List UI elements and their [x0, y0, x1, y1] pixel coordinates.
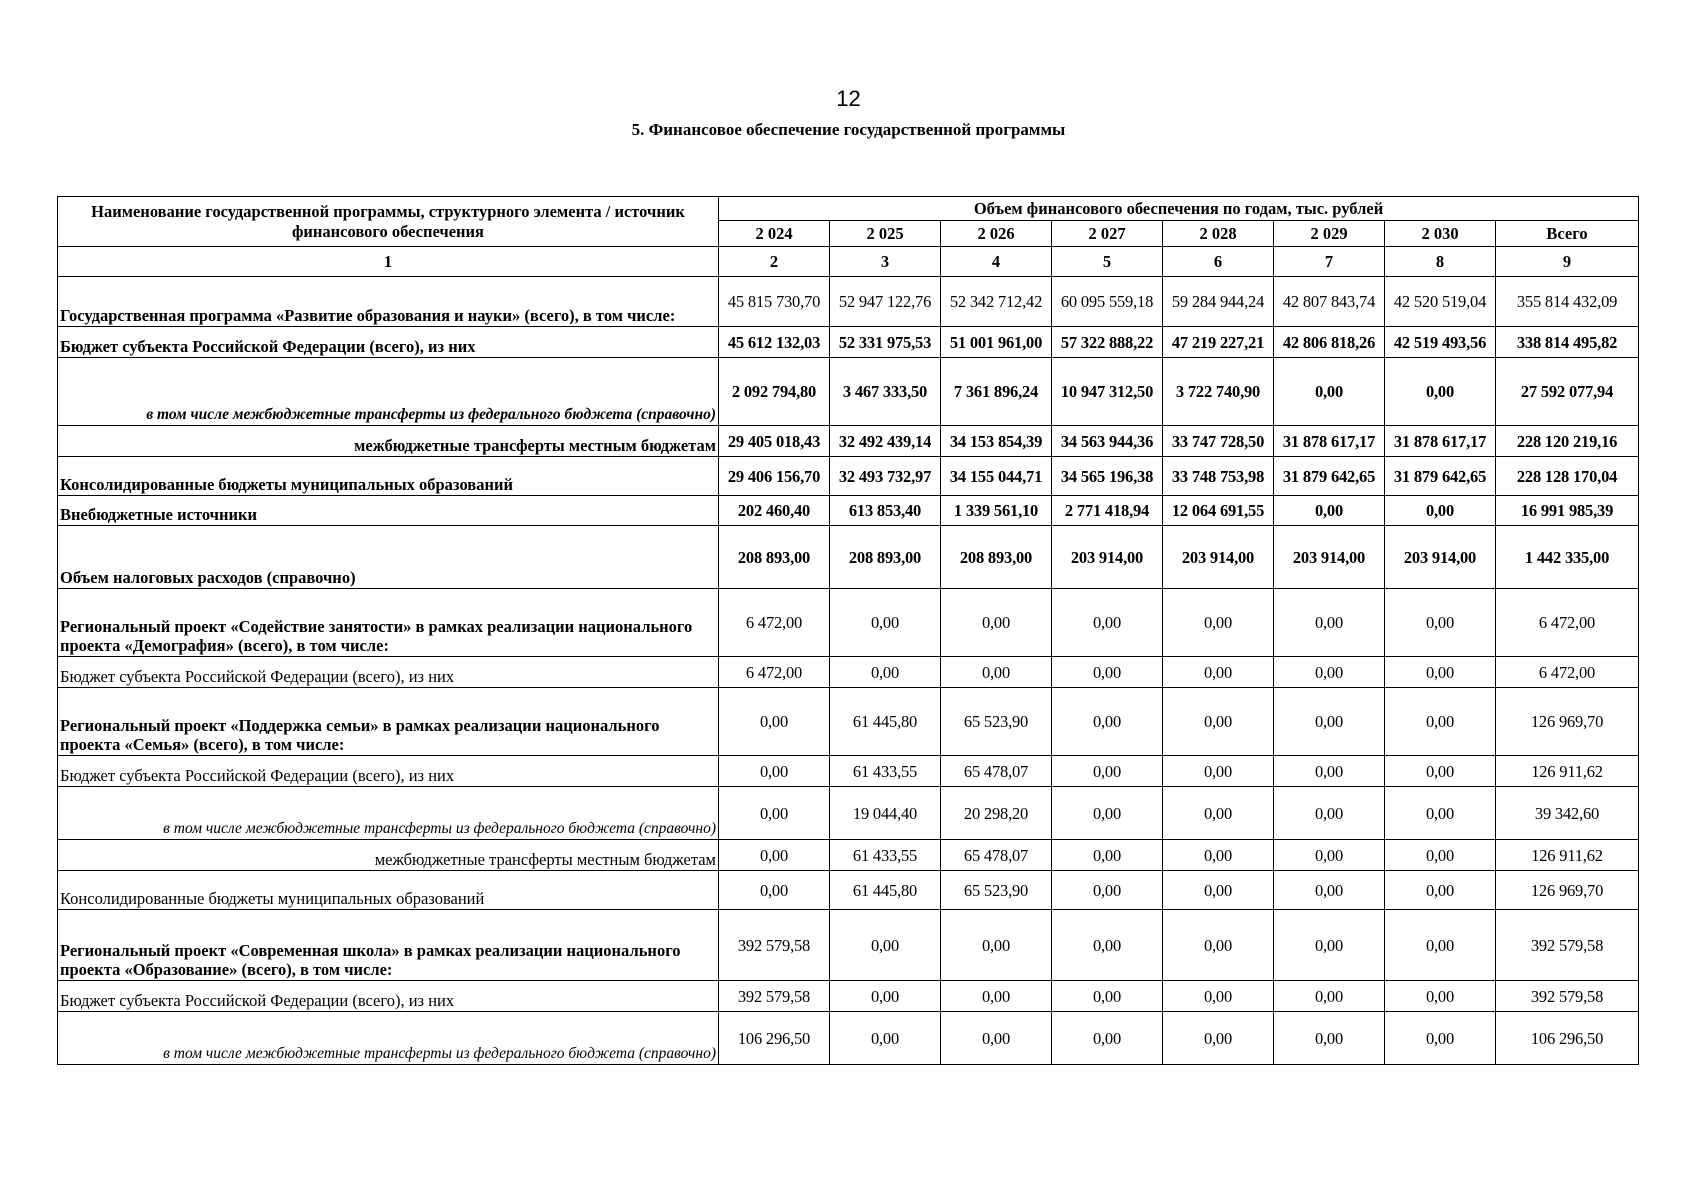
value-cell: 0,00	[1385, 910, 1496, 981]
table-row	[58, 756, 1639, 787]
table-row	[58, 688, 1639, 756]
section-title: 5. Финансовое обеспечение государственной программы	[631, 120, 1066, 139]
table-row	[58, 327, 1639, 358]
value-cell: 29 406 156,70	[719, 457, 830, 496]
row-label: в том числе межбюджетные трансферты из федерального бюджета (справочно)	[58, 1012, 719, 1065]
row-label: в том числе межбюджетные трансферты из федерального бюджета (справочно)	[58, 787, 719, 840]
value-cell: 0,00	[1163, 981, 1274, 1012]
value-cell: 0,00	[1385, 981, 1496, 1012]
value-cell: 34 153 854,39	[941, 426, 1052, 457]
column-number: 7	[1274, 247, 1385, 277]
value-cell: 34 565 196,38	[1052, 457, 1163, 496]
value-cell: 0,00	[719, 840, 830, 871]
table-row	[58, 657, 1639, 688]
value-cell: 0,00	[1163, 871, 1274, 910]
year-header: 2 024	[719, 221, 830, 247]
value-cell: 34 155 044,71	[941, 457, 1052, 496]
volume-header: Объем финансового обеспечения по годам, тыс. рублей	[719, 197, 1639, 221]
value-cell: 208 893,00	[830, 526, 941, 589]
value-cell: 208 893,00	[719, 526, 830, 589]
value-cell: 392 579,58	[1496, 910, 1639, 981]
value-cell: 203 914,00	[1274, 526, 1385, 589]
value-cell: 6 472,00	[1496, 657, 1639, 688]
value-cell: 0,00	[1163, 787, 1274, 840]
value-cell: 39 342,60	[1496, 787, 1639, 840]
table-row	[58, 981, 1639, 1012]
value-cell: 42 519 493,56	[1385, 327, 1496, 358]
value-cell: 65 523,90	[941, 871, 1052, 910]
value-cell: 0,00	[1163, 589, 1274, 657]
page-number: 12	[836, 86, 861, 111]
value-cell: 0,00	[1385, 589, 1496, 657]
value-cell: 0,00	[1274, 981, 1385, 1012]
value-cell: 0,00	[719, 871, 830, 910]
value-cell: 126 911,62	[1496, 840, 1639, 871]
value-cell: 0,00	[1385, 756, 1496, 787]
value-cell: 0,00	[1052, 657, 1163, 688]
table-body	[58, 277, 1639, 1065]
value-cell: 42 520 519,04	[1385, 277, 1496, 327]
value-cell: 203 914,00	[1052, 526, 1163, 589]
row-label: Консолидированные бюджеты муниципальных образований	[58, 457, 719, 496]
value-cell: 0,00	[830, 589, 941, 657]
row-label: в том числе межбюджетные трансферты из федерального бюджета (справочно)	[58, 358, 719, 426]
value-cell: 0,00	[1163, 688, 1274, 756]
value-cell: 106 296,50	[1496, 1012, 1639, 1065]
column-number: 4	[941, 247, 1052, 277]
value-cell: 60 095 559,18	[1052, 277, 1163, 327]
value-cell: 106 296,50	[719, 1012, 830, 1065]
value-cell: 0,00	[1052, 589, 1163, 657]
value-cell: 31 878 617,17	[1385, 426, 1496, 457]
value-cell: 45 815 730,70	[719, 277, 830, 327]
value-cell: 0,00	[830, 657, 941, 688]
value-cell: 27 592 077,94	[1496, 358, 1639, 426]
column-number: 5	[1052, 247, 1163, 277]
column-number: 6	[1163, 247, 1274, 277]
table-row	[58, 496, 1639, 526]
year-header: 2 025	[830, 221, 941, 247]
value-cell: 208 893,00	[941, 526, 1052, 589]
value-cell: 0,00	[1274, 787, 1385, 840]
value-cell: 29 405 018,43	[719, 426, 830, 457]
value-cell: 1 339 561,10	[941, 496, 1052, 526]
value-cell: 0,00	[830, 1012, 941, 1065]
value-cell: 613 853,40	[830, 496, 941, 526]
value-cell: 61 445,80	[830, 871, 941, 910]
value-cell: 0,00	[1163, 657, 1274, 688]
value-cell: 1 442 335,00	[1496, 526, 1639, 589]
financing-table	[57, 196, 1639, 1065]
value-cell: 0,00	[1274, 657, 1385, 688]
value-cell: 0,00	[1274, 589, 1385, 657]
column-number: 3	[830, 247, 941, 277]
value-cell: 0,00	[830, 981, 941, 1012]
value-cell: 0,00	[941, 657, 1052, 688]
table-row	[58, 358, 1639, 426]
value-cell: 33 748 753,98	[1163, 457, 1274, 496]
value-cell: 52 331 975,53	[830, 327, 941, 358]
year-header: 2 026	[941, 221, 1052, 247]
value-cell: 0,00	[1052, 840, 1163, 871]
value-cell: 203 914,00	[1385, 526, 1496, 589]
value-cell: 0,00	[1274, 910, 1385, 981]
value-cell: 61 433,55	[830, 756, 941, 787]
value-cell: 0,00	[941, 910, 1052, 981]
value-cell: 0,00	[719, 756, 830, 787]
column-number-row	[58, 247, 1639, 277]
value-cell: 0,00	[1052, 871, 1163, 910]
value-cell: 0,00	[1274, 1012, 1385, 1065]
year-header: 2 029	[1274, 221, 1385, 247]
value-cell: 0,00	[1052, 981, 1163, 1012]
value-cell: 65 478,07	[941, 840, 1052, 871]
value-cell: 6 472,00	[1496, 589, 1639, 657]
value-cell: 65 478,07	[941, 756, 1052, 787]
value-cell: 42 807 843,74	[1274, 277, 1385, 327]
value-cell: 0,00	[1274, 756, 1385, 787]
value-cell: 57 322 888,22	[1052, 327, 1163, 358]
value-cell: 338 814 495,82	[1496, 327, 1639, 358]
value-cell: 0,00	[1385, 496, 1496, 526]
value-cell: 0,00	[1163, 840, 1274, 871]
value-cell: 0,00	[1052, 756, 1163, 787]
value-cell: 47 219 227,21	[1163, 327, 1274, 358]
value-cell: 0,00	[1385, 657, 1496, 688]
column-number: 9	[1496, 247, 1639, 277]
value-cell: 392 579,58	[719, 910, 830, 981]
table-row	[58, 840, 1639, 871]
table-row	[58, 457, 1639, 496]
value-cell: 228 128 170,04	[1496, 457, 1639, 496]
value-cell: 0,00	[1052, 1012, 1163, 1065]
value-cell: 0,00	[1052, 910, 1163, 981]
value-cell: 0,00	[1163, 910, 1274, 981]
value-cell: 31 879 642,65	[1274, 457, 1385, 496]
value-cell: 0,00	[1385, 688, 1496, 756]
value-cell: 3 722 740,90	[1163, 358, 1274, 426]
value-cell: 2 771 418,94	[1052, 496, 1163, 526]
value-cell: 31 879 642,65	[1385, 457, 1496, 496]
value-cell: 0,00	[1385, 358, 1496, 426]
value-cell: 51 001 961,00	[941, 327, 1052, 358]
row-label: Региональный проект «Современная школа» в рамках реализации национального проекта «Образование» (всего), в том числе:	[58, 910, 719, 981]
value-cell: 2 092 794,80	[719, 358, 830, 426]
row-label: Бюджет субъекта Российской Федерации (всего), из них	[58, 981, 719, 1012]
table-row	[58, 426, 1639, 457]
value-cell: 0,00	[1274, 496, 1385, 526]
value-cell: 0,00	[941, 1012, 1052, 1065]
year-header: 2 028	[1163, 221, 1274, 247]
row-label: Бюджет субъекта Российской Федерации (всего), из них	[58, 657, 719, 688]
table-row	[58, 871, 1639, 910]
value-cell: 65 523,90	[941, 688, 1052, 756]
year-header: Всего	[1496, 221, 1639, 247]
table-row	[58, 1012, 1639, 1065]
value-cell: 0,00	[941, 589, 1052, 657]
value-cell: 45 612 132,03	[719, 327, 830, 358]
value-cell: 0,00	[1385, 840, 1496, 871]
value-cell: 0,00	[830, 910, 941, 981]
row-label: Бюджет субъекта Российской Федерации (всего), из них	[58, 327, 719, 358]
year-header: 2 027	[1052, 221, 1163, 247]
column-number: 1	[58, 247, 719, 277]
value-cell: 42 806 818,26	[1274, 327, 1385, 358]
value-cell: 0,00	[1163, 756, 1274, 787]
value-cell: 0,00	[1274, 358, 1385, 426]
value-cell: 32 492 439,14	[830, 426, 941, 457]
value-cell: 20 298,20	[941, 787, 1052, 840]
value-cell: 61 433,55	[830, 840, 941, 871]
value-cell: 0,00	[1274, 871, 1385, 910]
row-label: Внебюджетные источники	[58, 496, 719, 526]
value-cell: 59 284 944,24	[1163, 277, 1274, 327]
table-row	[58, 589, 1639, 657]
value-cell: 355 814 432,09	[1496, 277, 1639, 327]
value-cell: 0,00	[1274, 688, 1385, 756]
value-cell: 61 445,80	[830, 688, 941, 756]
value-cell: 203 914,00	[1163, 526, 1274, 589]
value-cell: 12 064 691,55	[1163, 496, 1274, 526]
value-cell: 126 911,62	[1496, 756, 1639, 787]
value-cell: 0,00	[1385, 1012, 1496, 1065]
value-cell: 31 878 617,17	[1274, 426, 1385, 457]
value-cell: 6 472,00	[719, 657, 830, 688]
value-cell: 202 460,40	[719, 496, 830, 526]
value-cell: 392 579,58	[719, 981, 830, 1012]
year-header: 2 030	[1385, 221, 1496, 247]
table-row	[58, 787, 1639, 840]
value-cell: 0,00	[719, 787, 830, 840]
value-cell: 0,00	[719, 688, 830, 756]
row-label: Региональный проект «Поддержка семьи» в рамках реализации национального проекта «Семья» (всего), в том числе:	[58, 688, 719, 756]
value-cell: 228 120 219,16	[1496, 426, 1639, 457]
value-cell: 16 991 985,39	[1496, 496, 1639, 526]
value-cell: 6 472,00	[719, 589, 830, 657]
row-label: межбюджетные трансферты местным бюджетам	[58, 840, 719, 871]
value-cell: 19 044,40	[830, 787, 941, 840]
row-label: Консолидированные бюджеты муниципальных образований	[58, 871, 719, 910]
row-label: Объем налоговых расходов (справочно)	[58, 526, 719, 589]
value-cell: 0,00	[941, 981, 1052, 1012]
value-cell: 0,00	[1052, 787, 1163, 840]
value-cell: 0,00	[1274, 840, 1385, 871]
name-column-header: Наименование государственной программы, структурного элемента / источник финансового обеспечения	[58, 197, 719, 247]
value-cell: 0,00	[1163, 1012, 1274, 1065]
value-cell: 126 969,70	[1496, 688, 1639, 756]
value-cell: 10 947 312,50	[1052, 358, 1163, 426]
table-row	[58, 910, 1639, 981]
column-number: 8	[1385, 247, 1496, 277]
row-label: Региональный проект «Содействие занятости» в рамках реализации национального проекта «Демография» (всего), в том числе:	[58, 589, 719, 657]
value-cell: 32 493 732,97	[830, 457, 941, 496]
value-cell: 33 747 728,50	[1163, 426, 1274, 457]
value-cell: 0,00	[1385, 871, 1496, 910]
column-number: 2	[719, 247, 830, 277]
value-cell: 126 969,70	[1496, 871, 1639, 910]
value-cell: 52 947 122,76	[830, 277, 941, 327]
table-row	[58, 526, 1639, 589]
row-label: Государственная программа «Развитие образования и науки» (всего), в том числе:	[58, 277, 719, 327]
value-cell: 392 579,58	[1496, 981, 1639, 1012]
value-cell: 7 361 896,24	[941, 358, 1052, 426]
value-cell: 3 467 333,50	[830, 358, 941, 426]
row-label: Бюджет субъекта Российской Федерации (всего), из них	[58, 756, 719, 787]
value-cell: 34 563 944,36	[1052, 426, 1163, 457]
table-row	[58, 277, 1639, 327]
value-cell: 0,00	[1052, 688, 1163, 756]
value-cell: 0,00	[1385, 787, 1496, 840]
row-label: межбюджетные трансферты местным бюджетам	[58, 426, 719, 457]
value-cell: 52 342 712,42	[941, 277, 1052, 327]
